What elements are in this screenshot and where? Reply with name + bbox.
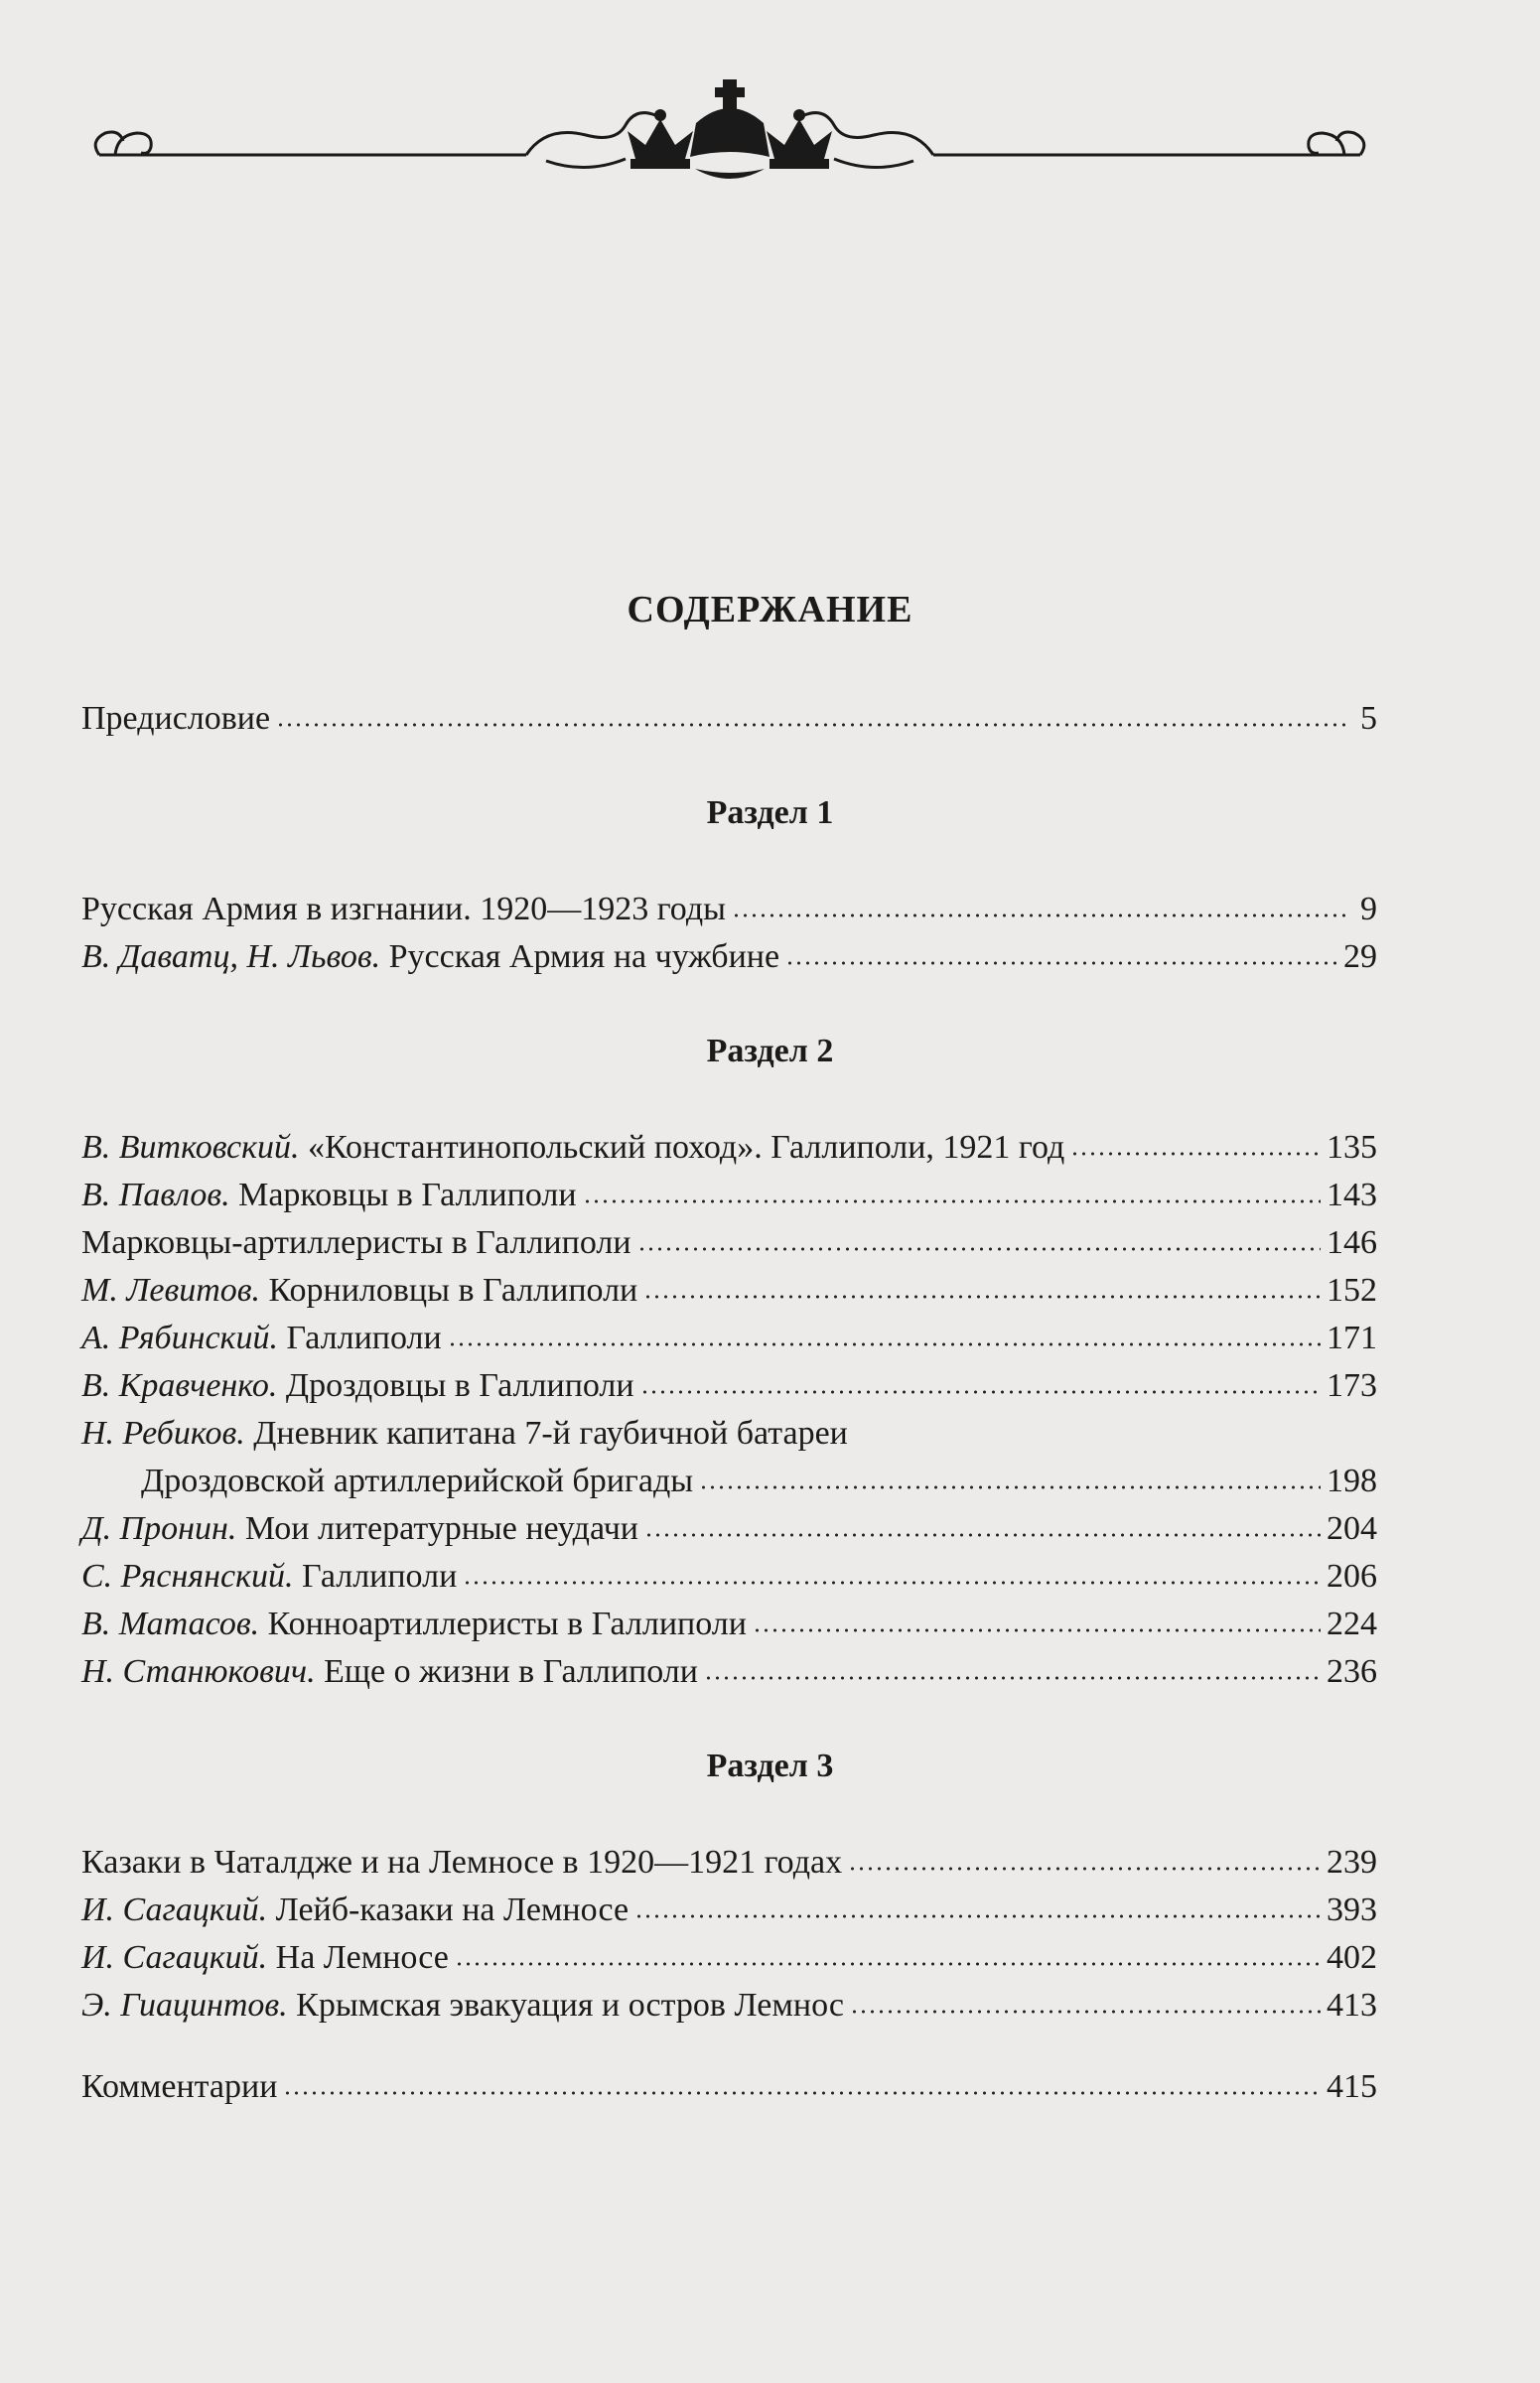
page-number: 173 (1327, 1367, 1377, 1404)
entry-title: Крымская эвакуация и остров Лемнос (287, 1987, 845, 2024)
entry-title: Еще о жизни в Галлиполи (315, 1653, 698, 1690)
page-number: 146 (1327, 1224, 1377, 1261)
entry-title: Дневник капитана 7-й гаубичной батареи (244, 1415, 848, 1452)
leader-dots (848, 1865, 1321, 1873)
toc-entry[interactable] (81, 1841, 1377, 1885)
toc-entry[interactable] (81, 1984, 1377, 2028)
entry-title: Мои литературные неудачи (236, 1510, 638, 1547)
page-title: СОДЕРЖАНИЕ (627, 589, 913, 631)
leader-dots (640, 1388, 1321, 1396)
entry-author: В. Даватц, Н. Львов. (81, 938, 381, 975)
page-number: 152 (1327, 1272, 1377, 1309)
entry-title: Комментарии (81, 2068, 278, 2105)
page-number: 198 (1327, 1463, 1377, 1499)
toc-entry-commentary[interactable] (81, 2065, 1377, 2109)
toc-entry[interactable] (81, 888, 1377, 931)
entry-title: Лейб-казаки на Лемносе (267, 1892, 630, 1928)
entry-author: Н. Станюкович. (81, 1653, 316, 1690)
leader-dots (637, 1245, 1321, 1253)
entry-title: Русская Армия на чужбине (380, 938, 780, 975)
leader-dots (463, 1579, 1321, 1587)
toc-entry[interactable] (81, 935, 1377, 979)
leader-dots (732, 911, 1351, 919)
leader-dots (643, 1293, 1321, 1301)
entry-author: Д. Пронин. (81, 1510, 237, 1547)
leader-dots (704, 1674, 1321, 1682)
page-number: 224 (1327, 1606, 1377, 1642)
page-number: 206 (1327, 1558, 1377, 1595)
leader-dots (276, 721, 1351, 729)
entry-author: Н. Ребиков. (81, 1415, 245, 1452)
leader-dots (283, 2089, 1321, 2097)
toc-entry[interactable] (81, 1650, 1377, 1694)
entry-title: «Константинопольский поход». Галлиполи, 1921 год (299, 1129, 1065, 1166)
page-number: 415 (1327, 2068, 1377, 2105)
page-number: 29 (1343, 938, 1377, 975)
entry-title: Предисловие (81, 700, 271, 737)
entry-title: Галлиполи (293, 1558, 458, 1595)
crown-ornament-icon (79, 70, 1380, 199)
entry-author: В. Витковский. (81, 1129, 300, 1166)
leader-dots (699, 1483, 1321, 1491)
page-number: 9 (1360, 891, 1377, 927)
leader-dots (634, 1912, 1321, 1920)
toc-entry[interactable] (81, 1936, 1377, 1980)
entry-title: Конноартиллеристы в Галлиполи (259, 1606, 747, 1642)
section-heading-2: Раздел 2 (706, 1033, 834, 1069)
leader-dots (448, 1340, 1321, 1348)
entry-title: Марковцы-артиллеристы в Галлиполи (81, 1224, 631, 1261)
entry-author: Э. Гиацинтов. (81, 1987, 288, 2024)
page-number: 239 (1327, 1844, 1377, 1881)
entry-title: Русская Армия в изгнании. 1920—1923 годы (81, 891, 726, 927)
toc-entry[interactable] (81, 1221, 1377, 1265)
entry-title: На Лемносе (267, 1939, 449, 1976)
entry-title: Корниловцы в Галлиполи (260, 1272, 638, 1309)
leader-dots (753, 1626, 1321, 1634)
leader-dots (455, 1960, 1321, 1968)
entry-title: Дроздовцы в Галлиполи (277, 1367, 634, 1404)
toc-entry[interactable] (81, 1269, 1377, 1313)
leader-dots (644, 1531, 1321, 1539)
toc-entry[interactable] (81, 1555, 1377, 1599)
entry-author: В. Павлов. (81, 1177, 230, 1213)
page-number: 402 (1327, 1939, 1377, 1976)
entry-author: С. Ряснянский. (81, 1558, 294, 1595)
toc-entry[interactable] (81, 1126, 1377, 1170)
entry-title: Казаки в Чаталдже и на Лемносе в 1920—1921 годах (81, 1844, 843, 1881)
leader-dots (583, 1197, 1321, 1205)
toc-entry[interactable] (81, 1364, 1377, 1408)
toc-entry[interactable] (81, 1603, 1377, 1646)
page-number: 135 (1327, 1129, 1377, 1166)
toc-entry[interactable] (81, 1174, 1377, 1217)
section-heading-3: Раздел 3 (706, 1748, 834, 1784)
entry-author: В. Кравченко. (81, 1367, 278, 1404)
page-number: 204 (1327, 1510, 1377, 1547)
entry-author: И. Сагацкий. (81, 1939, 268, 1976)
section-heading-1: Раздел 1 (706, 794, 834, 831)
entry-title: Дроздовской артиллерийской бригады (141, 1463, 694, 1499)
leader-dots (850, 2008, 1321, 2016)
toc-entry-preface[interactable] (81, 697, 1377, 741)
page-number: 171 (1327, 1320, 1377, 1356)
page-number: 236 (1327, 1653, 1377, 1690)
entry-title: Галлиполи (277, 1320, 442, 1356)
entry-author: В. Матасов. (81, 1606, 260, 1642)
entry-title: Марковцы в Галлиполи (229, 1177, 577, 1213)
entry-author: А. Рябинский. (81, 1320, 278, 1356)
leader-dots (785, 959, 1337, 967)
toc-entry[interactable] (81, 1507, 1377, 1551)
page-number: 413 (1327, 1987, 1377, 2024)
leader-dots (1070, 1150, 1321, 1158)
page-number: 143 (1327, 1177, 1377, 1213)
toc-entry-continuation[interactable] (81, 1460, 1377, 1503)
page-number: 393 (1327, 1892, 1377, 1928)
toc-entry[interactable] (81, 1317, 1377, 1360)
entry-author: М. Левитов. (81, 1272, 261, 1309)
toc-entry[interactable] (81, 1889, 1377, 1932)
page-number: 5 (1360, 700, 1377, 737)
toc-entry[interactable] (81, 1412, 1377, 1456)
entry-author: И. Сагацкий. (81, 1892, 268, 1928)
